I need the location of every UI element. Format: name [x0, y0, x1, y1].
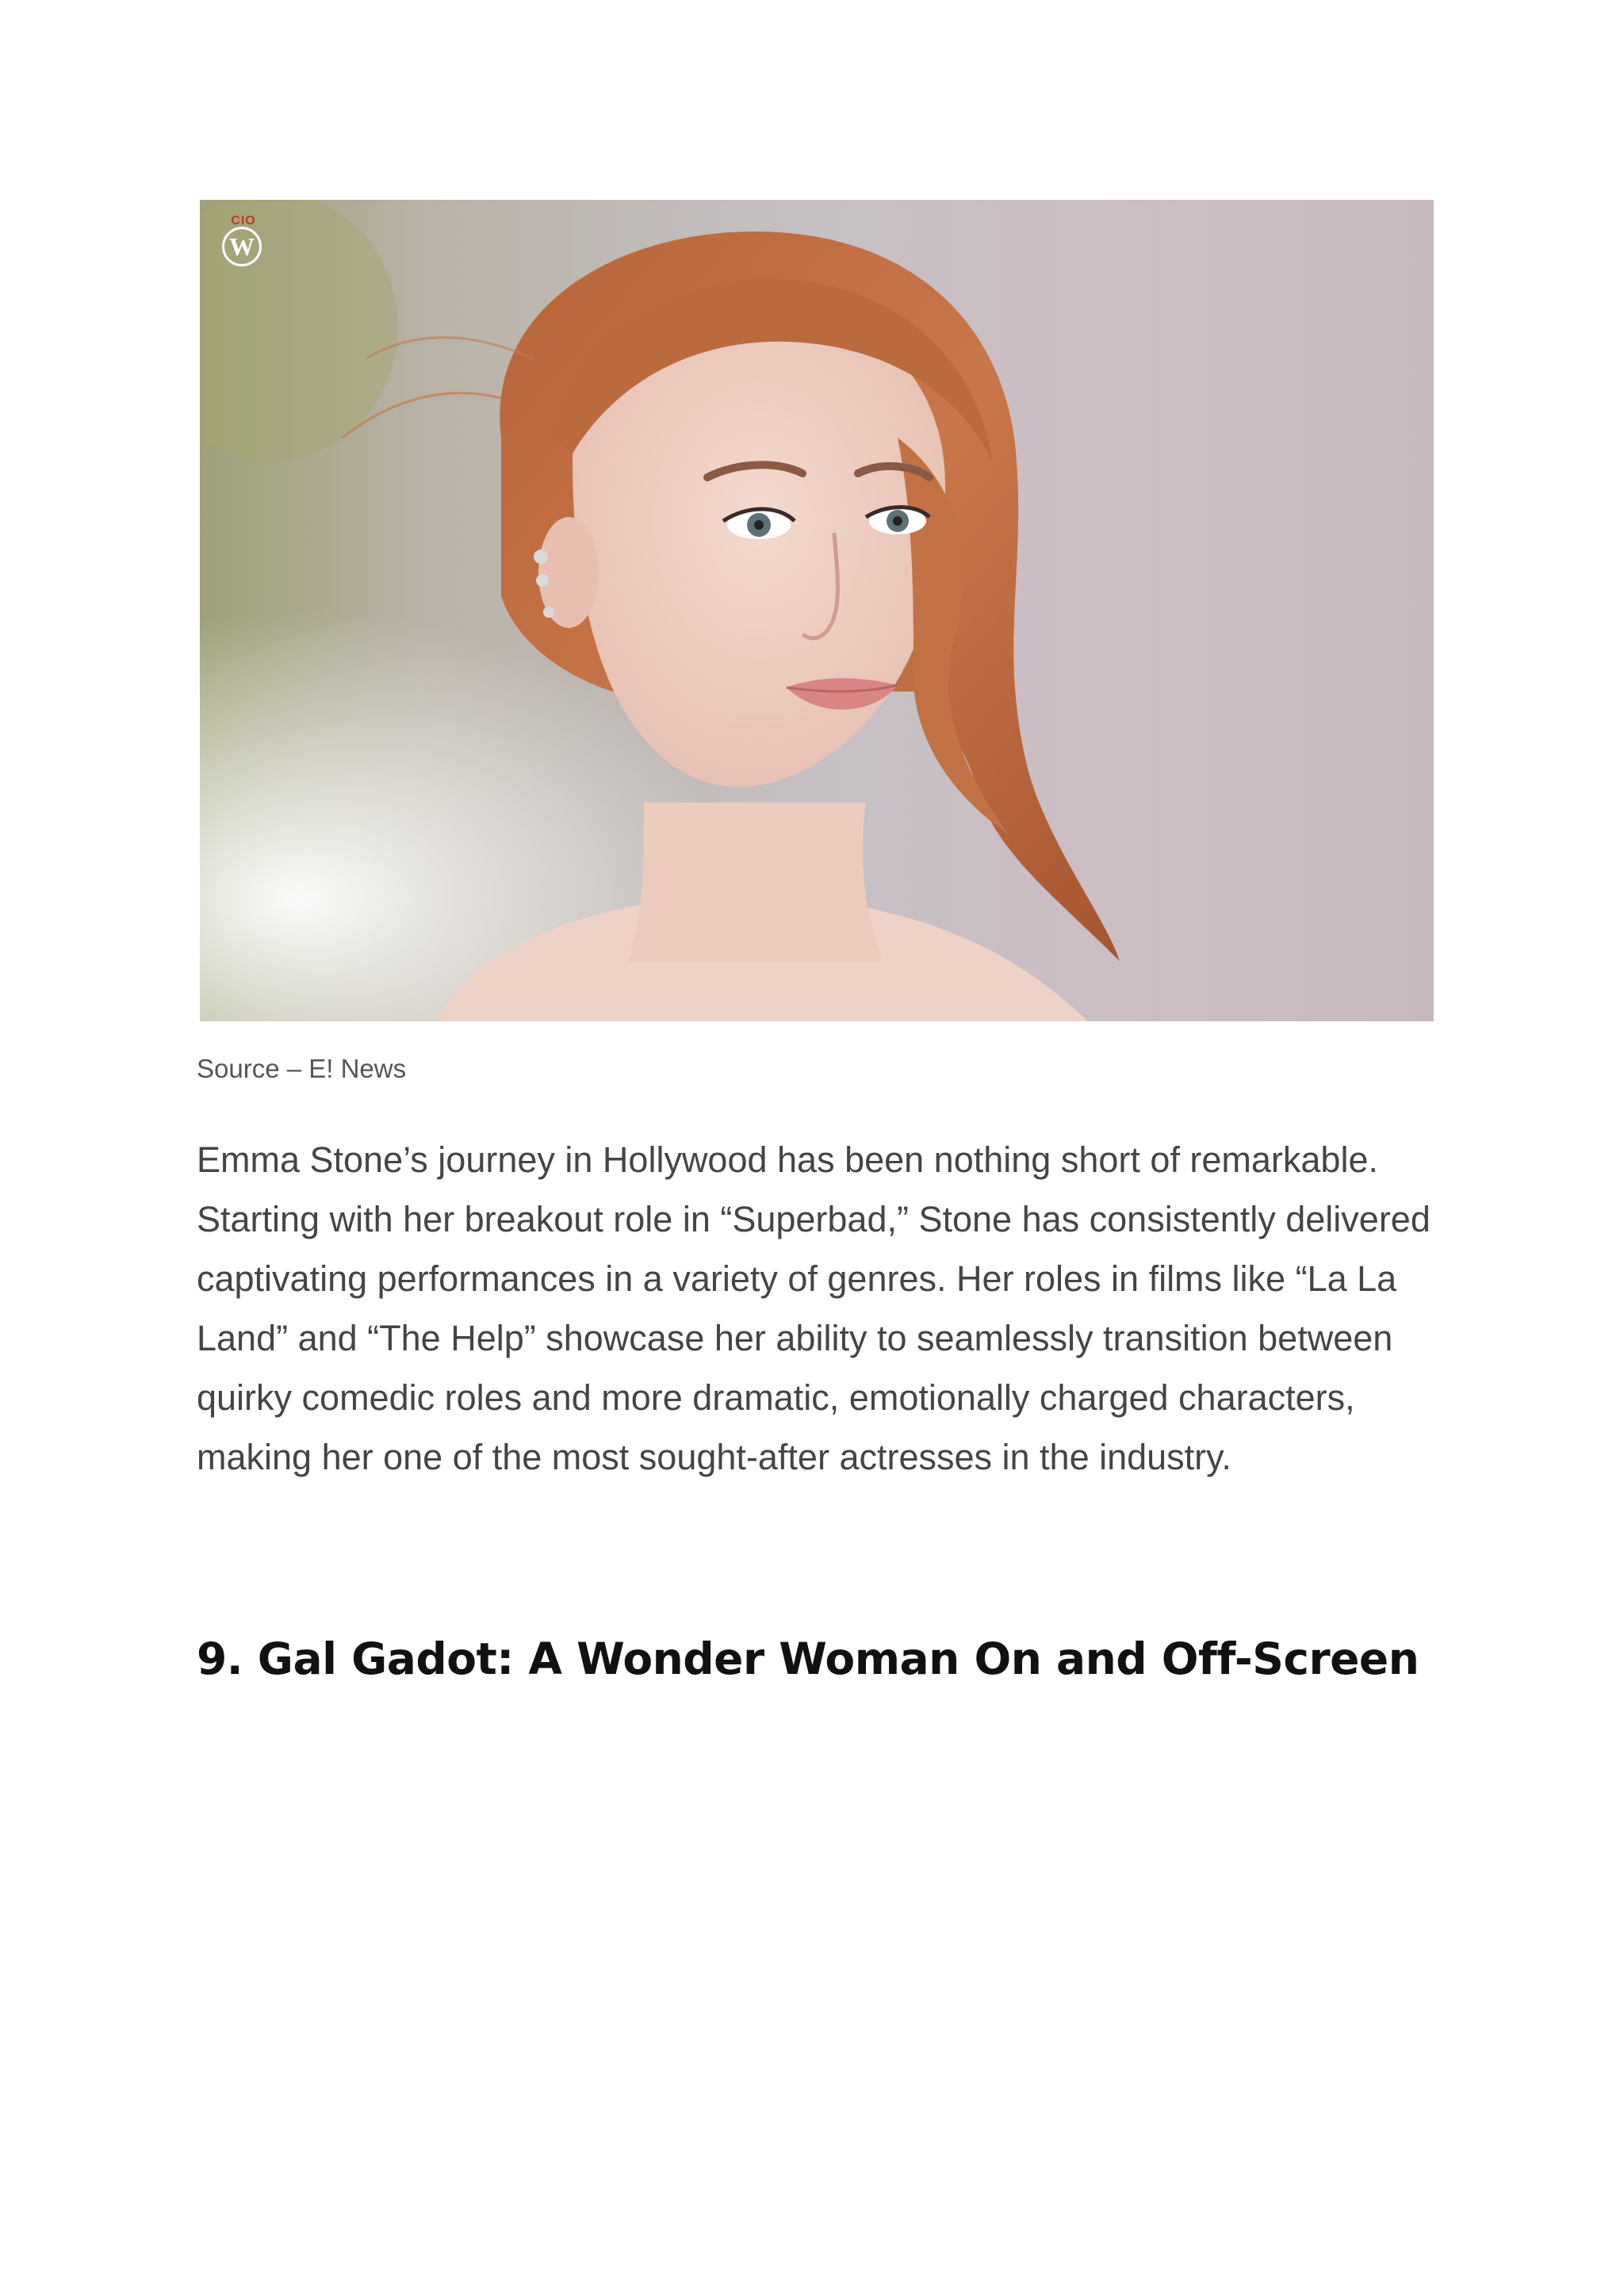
- portrait-illustration: [200, 200, 1434, 1021]
- image-caption: Source – E! News: [197, 1054, 407, 1083]
- logo-small-text: CIO: [231, 214, 256, 228]
- article-paragraph: Emma Stone’s journey in Hollywood has been nothing short of remarkable. Starting with her breakout role in “Superbad,” Stone has consistently delivered captivating performances in a variety of genres. Her roles in films like “La La Land” and “The Help” showcase her ability to seamlessly transition between quirky comedic roles and more dramatic, emotionally charged characters, making her one of the most sought-after actresses in the industry.: [197, 1139, 1431, 1477]
- watermark-logo: [216, 216, 271, 271]
- section-heading: 9. Gal Gadot: A Wonder Woman On and Off-Screen: [197, 1633, 1419, 1684]
- article-photo: [200, 200, 1434, 1021]
- logo-letter: W: [222, 227, 262, 266]
